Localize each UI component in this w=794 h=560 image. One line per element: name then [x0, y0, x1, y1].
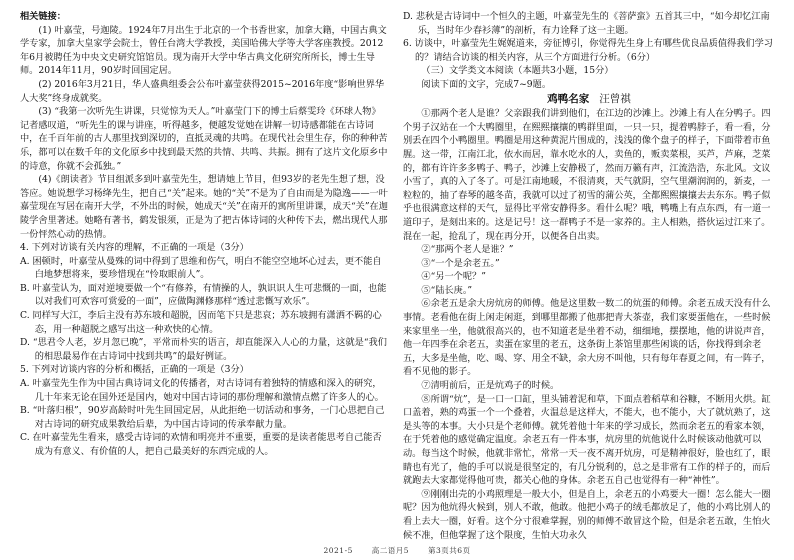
link-paragraph-1: (1) 叶嘉莹，号迦陵。1924年7月出生于北京的一个书香世家，加拿大籍，中国古典文学专家，加拿大皇家学会院士，曾任台湾大学教授，美国哈佛大学等大学客座教授。2012年6月被聘任为中央文史研究馆馆员。现为南开大学中华古典文化研究所所长，博士生导师。2014年11月，90岁时回国定居。: [20, 24, 387, 77]
link-paragraph-4: (4)《朗读者》节目组派多到叶嘉莹先生，想请她上节目，但93岁的老先生想了想，没答应。她说想学习杨绛先生，把自己“关”起来。她的“关”不是为了自由而是为隐逸——一叶嘉莹现在写居在南开大学，不外出的时候，她成天“关”在南开的寓所里讲课，成天“关”在迦陵学舍里著述。她略有著书，鹤发银须，正是为了把古体诗词的火种传下去，燃出现代人那一份怦然心动的热情。: [20, 174, 388, 240]
reading-instruction: 阅读下面的文字，完成7~9题。: [421, 78, 552, 90]
question-4-option-d: D. “思君令人老，岁月忽已晚”，平常而朴实的语言，却直能深入人心的力量，这就是“我们的相思最易作在古诗词中找到共鸣”的最好例证。: [20, 337, 387, 362]
story-paragraph-4: ④“另一个呢？”: [421, 271, 486, 283]
story-paragraph-2: ②“那两个老人是谁？”: [421, 244, 514, 256]
page-footer: [0, 544, 794, 558]
question-5: 5. 下列对访谈内容的分析和概括，正确的一项是（3分）: [20, 364, 249, 376]
question-5-option-a: A. 叶嘉莹先生作为中国古典诗词文化的传播者，对古诗词有着独特的情感和深入的研究，几十年来无论在国外还是国内，她对中国古诗词的那份理解和激情点燃了许多人的心。: [20, 378, 384, 403]
story-author: 汪曾祺: [599, 92, 631, 105]
question-4-option-c: C. 同样写大江，李后主没有苏东坡和超脱，因而笔下只是悲哀；苏东坡拥有潇洒不羁的心态，用一种超脱之感写出这一种欢快的心情。: [20, 310, 382, 335]
story-paragraph-8: ⑧所谓“炕”，是一口一口缸，里头铺着泥和草，下面点着稻草和谷糠，不断用火烘。缸口盖着，熟的鸡蛋一个一个叠着，火温总是这样大，不能大，也不能小，大了就炕熟了，这是头等的本事。大小只是个老师傅。就凭着他十年来的学习成长，然而余老五的看家本领，在于凭着他的感觉确定温度。余老五有一件本事，炕房里的炕他说什么时候该动他就可以动。每当这个时候，他就非常忙，常常一天一夜不离开炕房，可是精神很好，脸也红了，眼睛也有光了，他的手可以说是很坚定的，有几分锐利的，总之是非常有工作的样子的，而后就跑去大家都觉得他可贵，都关心他的身体。余老五自己也觉得有一种“神性”。: [403, 393, 771, 487]
story-paragraph-7: ⑦清明前后，正是炕鸡子的时候。: [421, 380, 560, 392]
footer-title: 高二语月5: [371, 546, 410, 555]
left-column: [20, 10, 388, 459]
question-5-option-d: D. 悲秋是古诗词中一个恒久的主题，叶嘉莹先生的《菩萨蛮》五首其三中，“如今却忆江南乐，当时年少春衫薄”的剖析，有力诠释了这一主题。: [403, 11, 770, 36]
story-paragraph-1: ①那两个老人是谁？父亲跟我们讲到他们，在江边的沙滩上。沙滩上有人在分鸭子。四个男子汉站在一个大鸭圈里，在熙熙攘攘的鸭群里面，一只一只，提着鸭脖子，看一看，分别丢在四个小鸭圈里。鸭圈是用这种黄泥片围成的，浅浅的像个盘子的样子，下面带着市鱼腥。这一带，江南江北，依水而居，靠水吃水的人，卖鱼的，贩卖菜根，买芦，芦麻，芝菜的，都有许许多多鸭子、鸭子，沙滩上安静极了，然而万籁有声，江流浩浩，东北风。文议小雪了，真的入了冬了。可是江南地暖，不很清爽，天气就阴，空气里潮润润的，新麦，一粒粒的，抽了春琴的越冬苗，我就可以过了初雪的蒲公英，全都熙熙攘攘去去东东。鸭子似乎也很满意这样的天气，显得比平常安静得多。看什么呢？哦，鸭嘴上有点东西，有一道一道印子，是刻出来的。这是记号！这一群鸭子不是一家养的。主人相熟，搭伙运过江来了。混在一起，抢乱了，现在再分开，以便各自出卖。: [403, 108, 771, 242]
footer-page-number: 第3页共6页: [427, 546, 471, 555]
story-title: 鸡鸭名家: [547, 92, 590, 105]
question-5-option-b: B. “叶落归根”，90岁高龄时叶先生回国定居，从此拒绝一切活动和事务，一门心思把自己对古诗词的研究成果教给后辈，为中国古诗词的传承奉献力量。: [20, 405, 385, 430]
question-5-option-c: C. 在叶嘉莹先生看来，感受古诗词的欢情和明亮并不重要，重要的是读者能思考自己能否成为有意义、有价值的人，把自己最美好的东西完成的人。: [20, 432, 382, 457]
link-paragraph-2: (2) 2016年3月21日，华人盛典组委会公布叶嘉莹获得2015~2016年度“影响世界华人大奖”终身成就奖。: [20, 78, 385, 104]
story-paragraph-9: ⑨刚刚出壳的小鸡照理是一般大小，但是自上，余老五的小鸡要大一圈！怎么能大一圈呢？因为他炕得火候到，别人不敢，他敢。他把小鸡子的绒毛都放足了，他的小鸡比别人的看上去大一圈，好看。这个分寸很难掌握，别的师傅不敢冒这个险，但是余老五敢，生怕火候不准，但他掌握了这个限度，生怕大功永久: [403, 488, 771, 541]
story-paragraph-5: ⑤“陆长庚。”: [421, 284, 473, 296]
story-paragraph-3: ③“一个是余老五。”: [421, 257, 500, 269]
question-6: 6. 访谈中，叶嘉莹先生娓娓道来，旁征博引，你觉得先生身上有哪些优良品质值得我们学习的？请结合访谈的相关内容，从三个方面进行分析。（6分）: [403, 38, 773, 63]
link-paragraph-3: (3) “我第一次听先生讲课，只觉惊为天人。”叶嘉莹门下的博士后蔡雯玲《环球人物》记者感叹道，“听先生的课与讲座，听得越多，便越发觉她在讲解一切诗感都能在古诗词中，在千百年前的古人那里找到深切的，直抵灵魂的共鸣。在现代社会里生存，你的种种苦乐，都可以在数千年的文化原乡中找到最天然的共情、共鸣、共振。拥有了这片文化原乡中的诗意，你就不会孤独。”: [20, 106, 388, 172]
story-paragraph-6: ⑥余老五是余大房炕房的师傅。他是这里数一数二的炕蛋的师傅。余老五成天没有什么事情。老看他在街上闲走闲逛，到哪里都搬了他那把青大茶壶，我们家要蛋他在，一些时候来家里坐一坐，他就很高兴的，也不知道老是坐着不动，细细地，摆摆地，他的讲说声音，他一年四季在余老五，卖蛋在家里的老五，这条街上茶馆里那些闲谈的话，你找得到余老五，大多是坐他，吃、喝、穿、用全不缺，余大房不叫他，只有每年春夏之间，有一阵子，看不见他的影子。: [403, 298, 771, 378]
related-links-heading: 相关链接：: [20, 11, 66, 22]
story-title-line: [403, 93, 775, 107]
section-heading: （三）文学类文本阅读（本题共3小题，15分）: [421, 65, 614, 77]
footer-date: 2021-5: [323, 546, 353, 555]
question-4-option-a: A. 困顿时，叶嘉莹从曼殊的词中得到了思维和伤气，明白不能空空地坏心过去，更不能自白地梦想将来，要珍惜现在“怜取眼前人”。: [20, 255, 382, 281]
question-4: 4. 下列对访谈有关内容的理解，不正确的一项是（3分）: [20, 242, 249, 254]
right-column: [403, 10, 775, 542]
question-4-option-b: B. 叶嘉莹认为，面对逆境要做一个“有修养，有情操的人，孰识识人生可悲慨的一面，也能以对我们可欢容可赏爱的一面”，应做陶渊修那样“透过悲慨写欢乐”。: [20, 282, 387, 308]
